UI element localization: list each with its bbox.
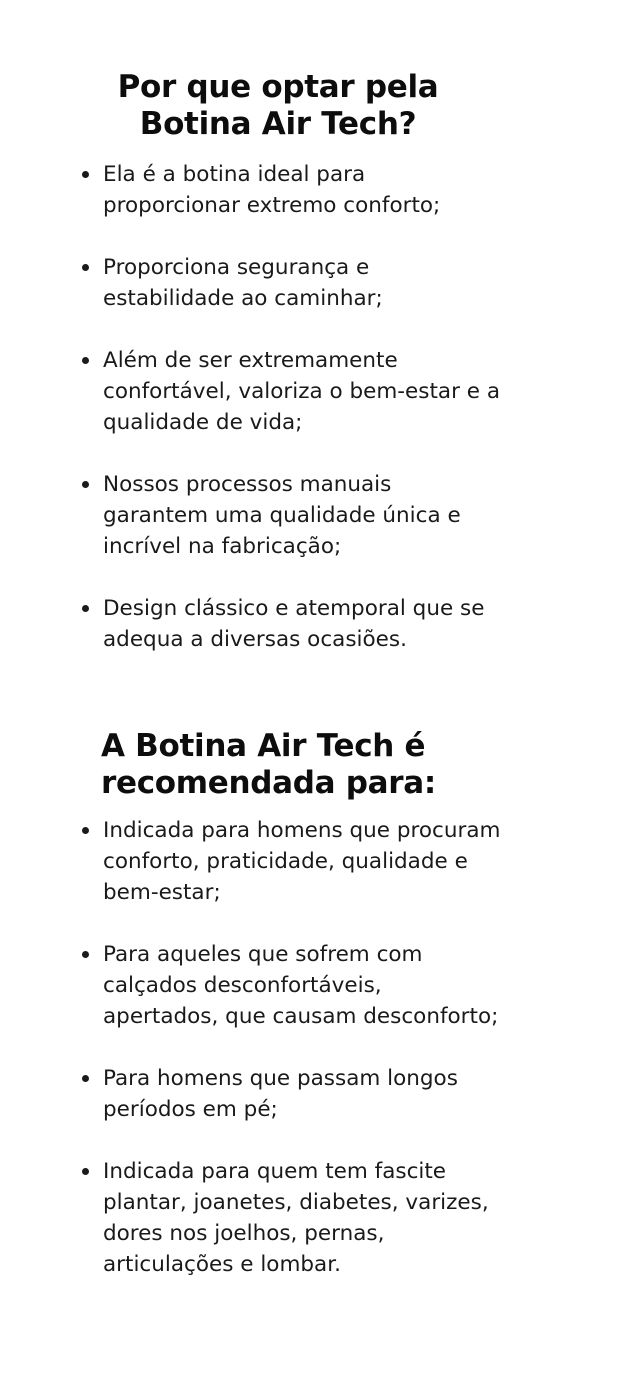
title-line: A Botina Air Tech é bbox=[101, 728, 426, 764]
title-line: Botina Air Tech? bbox=[139, 106, 417, 142]
title-line: recomendada para: bbox=[101, 765, 437, 801]
list-item: Indicada para quem tem fascite plantar, joanetes, diabetes, varizes, dores nos joelhos, pernas, articulações e lombar. bbox=[103, 1156, 503, 1280]
list-item: Além de ser extremamente confortável, valoriza o bem-estar e a qualidade de vida; bbox=[103, 345, 503, 438]
section-title-why-choose bbox=[0, 69, 556, 143]
list-item: Nossos processos manuais garantem uma qualidade única e incrível na fabricação; bbox=[103, 469, 503, 562]
list-item: Design clássico e atemporal que se adequa a diversas ocasiões. bbox=[103, 593, 503, 655]
list-item: Ela é a botina ideal para proporcionar extremo conforto; bbox=[103, 159, 503, 221]
list-item: Indicada para homens que procuram conforto, praticidade, qualidade e bem-estar; bbox=[103, 815, 503, 908]
reasons-list bbox=[103, 159, 503, 686]
recommendations-list bbox=[103, 815, 503, 1311]
title-line: Por que optar pela bbox=[117, 69, 439, 105]
list-item: Para aqueles que sofrem com calçados desconfortáveis, apertados, que causam desconforto; bbox=[103, 939, 503, 1032]
list-item: Proporciona segurança e estabilidade ao caminhar; bbox=[103, 252, 503, 314]
list-item: Para homens que passam longos períodos em pé; bbox=[103, 1063, 503, 1125]
section-title-recommended-for bbox=[101, 728, 581, 802]
